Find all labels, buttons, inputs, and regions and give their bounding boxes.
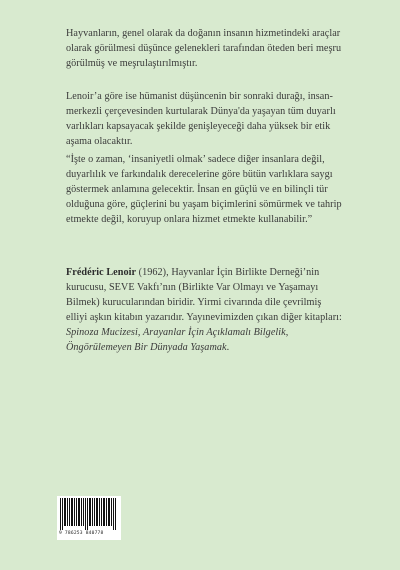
quote-paragraph: “İşte o zaman, ‘insaniyetli olmak’ sadece diğer insanlara değil, duyarlılık ve farkındalık derecelerine göre bütün varlıklara saygı göstermek anlamına gelecektir. İnsan en güçlü ve en bilinçli tür olduğuna göre, güçlerini bu yaşam biçimlerini sömürmek ve tahrip etmekte değil, koruyup onlara hizmet etmekte kullanabilir.” <box>66 154 342 225</box>
separator-2: , <box>285 327 289 338</box>
barcode-icon <box>57 496 121 530</box>
author-bio <box>66 265 342 355</box>
book-title-2: Arayanlar İçin Açıklamalı Bilgelik <box>143 327 286 338</box>
lenoir-view-paragraph: Lenoir’a göre ise hümanist düşüncenin bir sonraki durağı, insan-merkezli çerçevesinden kurtularak Dünya'da yaşayan tüm duyarlı varlıkları kapsayacak şekilde genişleyeceği daha yüksek bir etik aşama olacaktır. <box>66 91 336 147</box>
book-title-3: Öngörülemeyen Bir Dünyada Yaşamak <box>66 342 227 353</box>
intro-paragraph: Hayvanların, genel olarak da doğanın insanın hizmetindeki araçlar olarak görülmesi düşünce gelenekleri tarafından öteden beri meşru görülmüş ve meşrulaştırılmıştır. <box>66 28 342 69</box>
isbn-digits: 9 786253 840778 <box>59 531 104 536</box>
separator-1: , <box>137 327 144 338</box>
author-name: Frédéric Lenoir <box>66 267 137 278</box>
bio-ending: . <box>226 342 230 353</box>
book-title-1: Spinoza Mucizesi <box>66 327 138 338</box>
bio-text: (1962), Hayvanlar İçin Birlikte Derneği’nin kurucusu, SEVE Vakfı’nın (Birlikte Var Olmayı ve Yaşamayı Bilmek) kurucularından biridir. Yirmi civarında dile çevrilmiş elliyi aşkın kitabın yazarıdır. Yayınevimizden çıkan diğer kitapları: <box>66 267 342 323</box>
